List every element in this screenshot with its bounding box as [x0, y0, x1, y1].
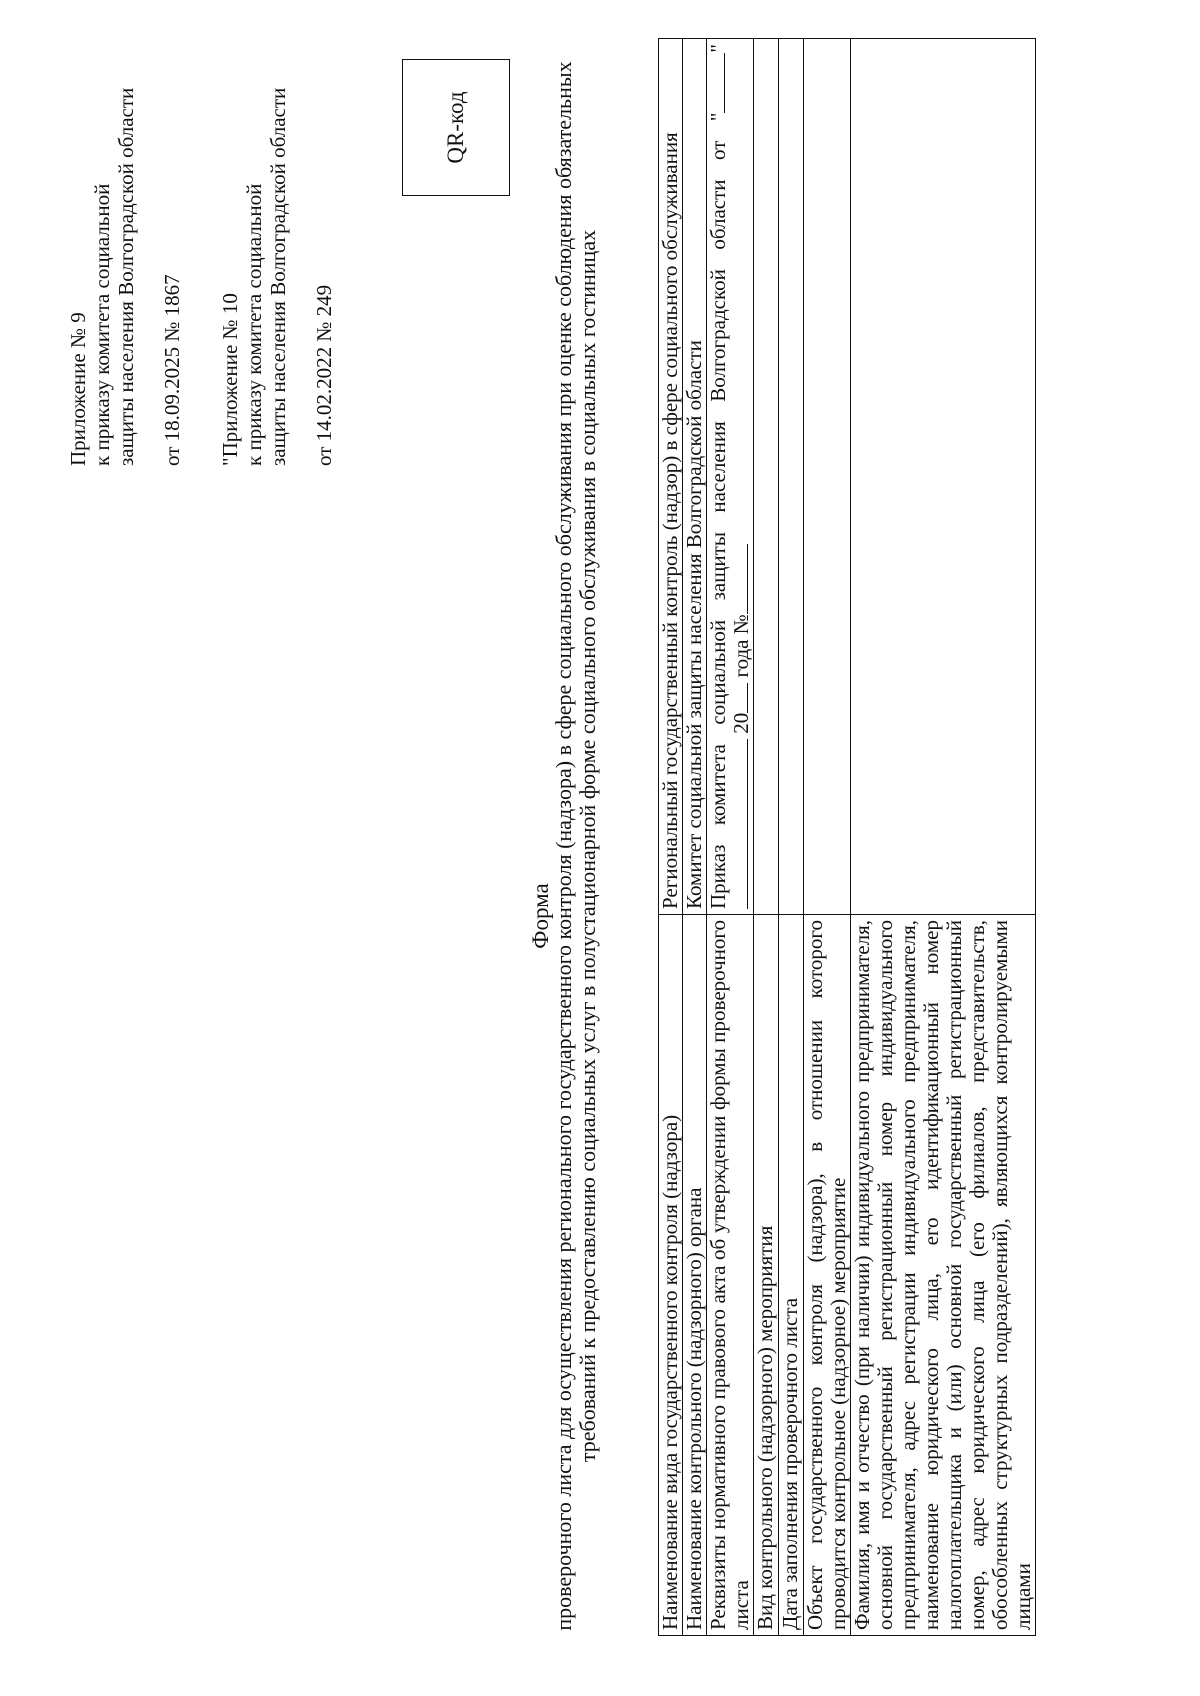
order-quote: " [706, 44, 730, 53]
row-value: Комитет социальной защиты населения Волгоградской области [683, 39, 707, 915]
form-title: Форма [528, 883, 553, 949]
appendix-line: защиты населения Волгоградской области [114, 87, 138, 466]
row-value: Региональный государственный контроль (надзор) в сфере социального обслуживания [659, 39, 683, 915]
appendix-line: к приказу комитета социальной [242, 183, 266, 466]
row-label: Объект государственного контроля (надзора), в отношении которого проводится контрольное (надзорное) мероприятие [804, 915, 851, 1636]
order-year: 20 [729, 712, 753, 734]
order-day-blank [724, 53, 725, 113]
row-label: Фамилия, имя и отчество (при наличии) индивидуального предпринимателя, основной государственный регистрационный номер индивидуального предпринимателя, адрес регистрации индивидуального предпринимателя, наименование юридического лица, его идентификационный номер налогоплательщика и (или) основной государственный регистрационный номер, адрес юридического лица (его филиалов, представительств, обособленных структурных подразделений), являющихся контролируемыми лицами [851, 915, 1036, 1636]
appendix-previous-header [218, 46, 336, 466]
order-year-blank [747, 683, 748, 713]
row-label: Реквизиты нормативного правового акта об утверждении формы проверочного листа [707, 915, 754, 1636]
appendix-current-header [66, 46, 184, 466]
appendix-date-line: от 18.09.2025 № 1867 [160, 274, 184, 466]
row-label: Наименование вида государственного контроля (надзора) [659, 915, 683, 1636]
checklist-table [658, 38, 1036, 1636]
table-row [683, 39, 707, 1636]
row-value [779, 39, 804, 915]
appendix-line: "Приложение № 10 [218, 293, 242, 466]
form-subtitle: проверочного листа для осуществления регионального государственного контроля (надзора) в сфере социального обслуживания при оценке соблюдения обязательных требований к предоставлению социальных услуг в полустационарной форме социального обслуживания в социальных гостиницах [551, 61, 600, 1631]
table-row [779, 39, 804, 1636]
row-value [851, 39, 1036, 915]
qr-code-placeholder [402, 59, 510, 196]
row-label: Вид контрольного (надзорного) мероприятия [754, 915, 779, 1636]
qr-code-label: QR-код [443, 91, 468, 164]
row-label: Наименование контрольного (надзорного) органа [683, 915, 707, 1636]
table-row [659, 39, 683, 1636]
order-year-suffix: года № [729, 614, 753, 678]
order-month-blank [747, 739, 748, 909]
order-number-blank [747, 544, 748, 614]
row-value-order-reference [707, 39, 754, 915]
appendix-line: защиты населения Волгоградской области [266, 87, 290, 466]
table-row [754, 39, 779, 1636]
row-value [804, 39, 851, 915]
table-row [804, 39, 851, 1636]
row-value [754, 39, 779, 915]
appendix-line: Приложение № 9 [66, 312, 90, 466]
appendix-line: к приказу комитета социальной [90, 183, 114, 466]
table-row [707, 39, 754, 1636]
row-label: Дата заполнения проверочного листа [779, 915, 804, 1636]
order-text: Приказ комитета социальной защиты населения Волгоградской области от " [706, 112, 730, 909]
table-row [851, 39, 1036, 1636]
appendix-date-line: от 14.02.2022 № 249 [312, 284, 336, 466]
